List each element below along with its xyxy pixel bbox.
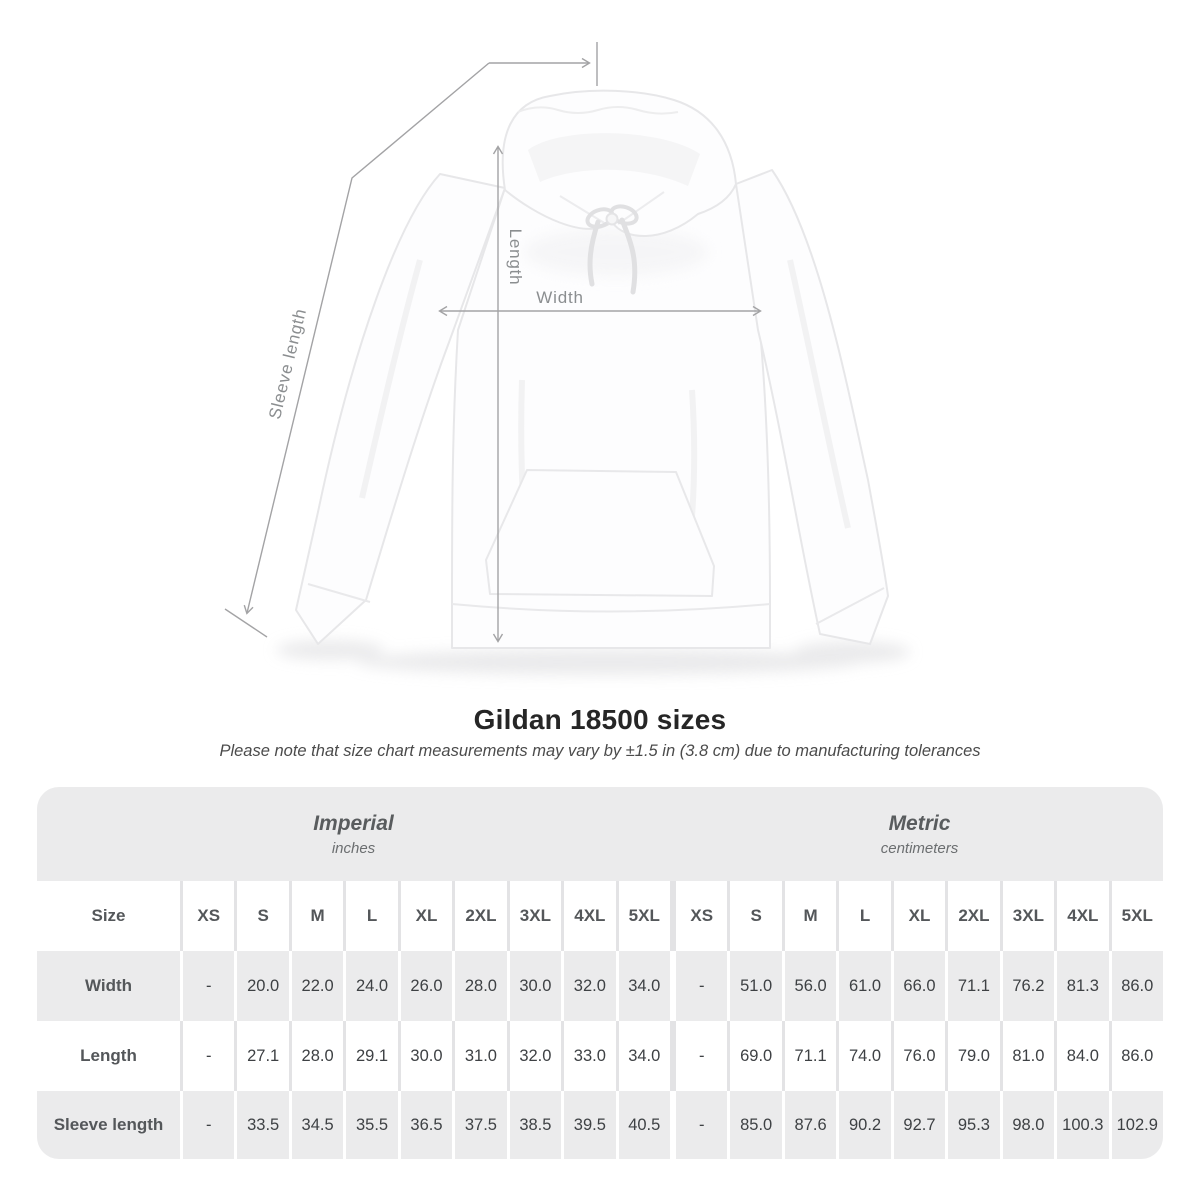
- imperial-label: Imperial: [313, 811, 394, 835]
- table-cell: 76.2: [1003, 951, 1054, 1021]
- table-cell: 29.1: [346, 1021, 397, 1091]
- table-cell: 39.5: [564, 1091, 615, 1159]
- row-label: Sleeve length: [37, 1091, 180, 1159]
- row-label: Width: [37, 951, 180, 1021]
- size-col-header: XL: [401, 881, 452, 951]
- table-cell: 79.0: [948, 1021, 999, 1091]
- table-cell: 30.0: [510, 951, 561, 1021]
- table-cell: 100.3: [1057, 1091, 1108, 1159]
- metric-group-header: [676, 787, 1163, 881]
- table-cell: -: [183, 1021, 234, 1091]
- table-cell: 24.0: [346, 951, 397, 1021]
- table-cell: 84.0: [1057, 1021, 1108, 1091]
- size-col-header: 4XL: [1057, 881, 1108, 951]
- size-col-header: L: [346, 881, 397, 951]
- table-cell: 98.0: [1003, 1091, 1054, 1159]
- size-col-header: 3XL: [1003, 881, 1054, 951]
- metric-unit: centimeters: [880, 839, 959, 857]
- size-col-header: XS: [676, 881, 727, 951]
- size-col-header: 5XL: [1112, 881, 1163, 951]
- table-cell: 87.6: [785, 1091, 836, 1159]
- table-cell: 34.0: [619, 1021, 670, 1091]
- table-cell: 27.1: [237, 1021, 288, 1091]
- table-cell: 33.5: [237, 1091, 288, 1159]
- size-col-header: 5XL: [619, 881, 670, 951]
- table-cell: 76.0: [894, 1021, 945, 1091]
- table-cell: -: [676, 1021, 727, 1091]
- table-cell: 20.0: [237, 951, 288, 1021]
- table-cell: 86.0: [1112, 1021, 1163, 1091]
- table-cell: 85.0: [730, 1091, 781, 1159]
- imperial-group-header: [37, 787, 670, 881]
- metric-label: Metric: [888, 811, 951, 835]
- table-cell: 74.0: [839, 1021, 890, 1091]
- table-cell: 66.0: [894, 951, 945, 1021]
- tolerance-note: Please note that size chart measurements may vary by ±1.5 in (3.8 cm) due to manufacturing tolerances: [219, 742, 981, 760]
- length-label: Length: [506, 228, 525, 286]
- table-cell: 32.0: [510, 1021, 561, 1091]
- table-cell: -: [676, 1091, 727, 1159]
- table-cell: 40.5: [619, 1091, 670, 1159]
- size-col-header: S: [730, 881, 781, 951]
- size-col-header: 2XL: [948, 881, 999, 951]
- table-cell: 36.5: [401, 1091, 452, 1159]
- width-label: Width: [536, 288, 584, 307]
- size-header-row: [37, 881, 1163, 951]
- size-col-header: M: [785, 881, 836, 951]
- table-cell: 90.2: [839, 1091, 890, 1159]
- kangaroo-pocket: [486, 470, 714, 596]
- table-row: [37, 1091, 1163, 1159]
- size-col-header: M: [292, 881, 343, 951]
- table-cell: 51.0: [730, 951, 781, 1021]
- size-col-header: 4XL: [564, 881, 615, 951]
- size-col-header: L: [839, 881, 890, 951]
- size-col-header: XL: [894, 881, 945, 951]
- table-cell: 31.0: [455, 1021, 506, 1091]
- table-row: [37, 951, 1163, 1021]
- size-col-header: S: [237, 881, 288, 951]
- size-col-header: XS: [183, 881, 234, 951]
- table-cell: -: [183, 951, 234, 1021]
- table-cell: 32.0: [564, 951, 615, 1021]
- table-cell: 37.5: [455, 1091, 506, 1159]
- table-cell: 26.0: [401, 951, 452, 1021]
- page-title: Gildan 18500 sizes: [473, 704, 727, 735]
- sleeve-length-label: Sleeve length: [265, 306, 311, 422]
- table-cell: 86.0: [1112, 951, 1163, 1021]
- table-cell: 34.5: [292, 1091, 343, 1159]
- table-cell: 95.3: [948, 1091, 999, 1159]
- table-cell: 28.0: [455, 951, 506, 1021]
- table-cell: 38.5: [510, 1091, 561, 1159]
- hood-cast-shadow: [524, 228, 708, 276]
- table-cell: 81.3: [1057, 951, 1108, 1021]
- table-cell: 30.0: [401, 1021, 452, 1091]
- table-cell: -: [183, 1091, 234, 1159]
- table-cell: 71.1: [785, 1021, 836, 1091]
- size-col-header: 2XL: [455, 881, 506, 951]
- table-cell: 35.5: [346, 1091, 397, 1159]
- table-cell: 102.9: [1112, 1091, 1163, 1159]
- table-cell: 33.0: [564, 1021, 615, 1091]
- table-cell: 22.0: [292, 951, 343, 1021]
- table-cell: 81.0: [1003, 1021, 1054, 1091]
- table-row: [37, 1021, 1163, 1091]
- table-cell: 34.0: [619, 951, 670, 1021]
- drawstring-knot: [607, 214, 618, 225]
- table-cell: -: [676, 951, 727, 1021]
- imperial-unit: inches: [331, 839, 376, 857]
- table-cell: 69.0: [730, 1021, 781, 1091]
- unit-group-band: [37, 787, 1163, 881]
- size-table: [37, 787, 1163, 1159]
- table-cell: 28.0: [292, 1021, 343, 1091]
- table-cell: 56.0: [785, 951, 836, 1021]
- row-label: Length: [37, 1021, 180, 1091]
- table-cell: 71.1: [948, 951, 999, 1021]
- table-cell: 92.7: [894, 1091, 945, 1159]
- table-cell: 61.0: [839, 951, 890, 1021]
- size-col-header: 3XL: [510, 881, 561, 951]
- size-header: Size: [37, 881, 180, 951]
